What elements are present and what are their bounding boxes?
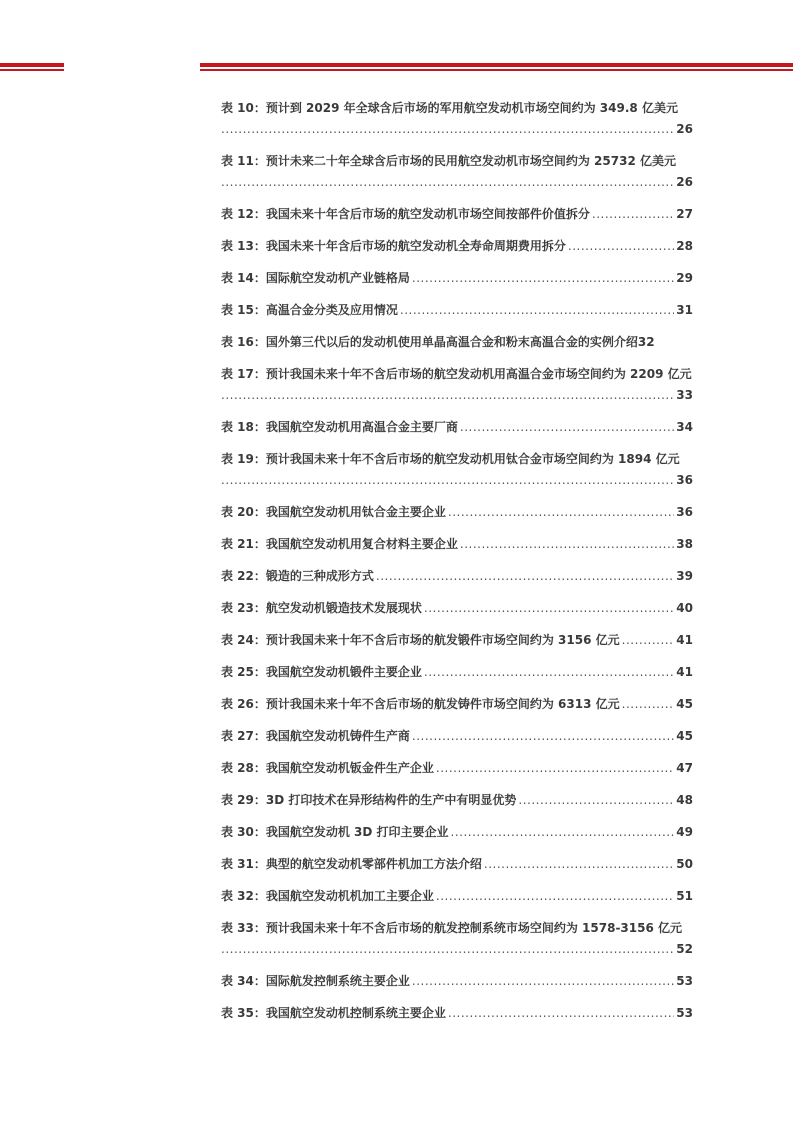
toc-entry[interactable] (221, 1003, 693, 1035)
toc-leader-dots (376, 566, 674, 587)
toc-entry-label: 表 11：预计未来二十年全球含后市场的民用航空发动机市场空间约为 25732 亿美元 (221, 154, 676, 168)
toc-entry[interactable] (221, 694, 693, 726)
toc-entry-label: 表 18：我国航空发动机用高温合金主要厂商 (221, 420, 458, 434)
toc-entry-label: 表 26：预计我国未来十年不含后市场的航发铸件市场空间约为 6313 亿元 (221, 697, 620, 711)
toc-entry[interactable] (221, 758, 693, 790)
toc-entry[interactable] (221, 449, 693, 502)
toc-entry-label: 表 14：国际航空发动机产业链格局 (221, 271, 410, 285)
toc-entry-label: 表 13：我国未来十年含后市场的航空发动机全寿命周期费用拆分 (221, 239, 566, 253)
toc-page-number: 36 (676, 505, 693, 519)
toc-page-number: 52 (676, 942, 693, 956)
toc-page-number: 45 (676, 729, 693, 743)
toc-page-number: 27 (676, 207, 693, 221)
toc-leader-dots (221, 470, 674, 491)
toc-entry[interactable] (221, 364, 693, 417)
toc-leader-dots (622, 694, 675, 715)
toc-entry[interactable] (221, 268, 693, 300)
toc-entry[interactable] (221, 790, 693, 822)
toc-entry-label: 表 32：我国航空发动机机加工主要企业 (221, 889, 434, 903)
toc-leader-dots (460, 417, 674, 438)
toc-page-number: 41 (676, 665, 693, 679)
toc-entry[interactable] (221, 598, 693, 630)
toc-page-number: 48 (676, 793, 693, 807)
toc-page-number: 45 (676, 697, 693, 711)
toc-page-number: 36 (676, 473, 693, 487)
toc-entry[interactable] (221, 822, 693, 854)
toc-entry-label: 表 30：我国航空发动机 3D 打印主要企业 (221, 825, 449, 839)
toc-entry-label: 表 10：预计到 2029 年全球含后市场的军用航空发动机市场空间约为 349.8 亿美元 (221, 101, 678, 115)
toc-entry[interactable] (221, 886, 693, 918)
toc-page-number: 38 (676, 537, 693, 551)
header-rule-left (0, 63, 64, 71)
toc-leader-dots (412, 971, 674, 992)
toc-leader-dots (592, 204, 674, 225)
toc-page-number: 47 (676, 761, 693, 775)
toc-page-number: 28 (676, 239, 693, 253)
toc-entry[interactable] (221, 630, 693, 662)
toc-leader-dots (424, 662, 674, 683)
toc-page-number: 53 (676, 974, 693, 988)
toc-leader-dots (460, 534, 674, 555)
toc-entry[interactable] (221, 236, 693, 268)
toc-page-number: 26 (676, 175, 693, 189)
toc-leader-dots (412, 268, 674, 289)
toc-entry[interactable] (221, 204, 693, 236)
toc-leader-dots (518, 790, 674, 811)
toc-page-number: 51 (676, 889, 693, 903)
toc-page-number: 34 (676, 420, 693, 434)
toc-entry-label: 表 34：国际航发控制系统主要企业 (221, 974, 410, 988)
toc-page-number: 50 (676, 857, 693, 871)
toc-leader-dots (451, 822, 675, 843)
toc-entry[interactable] (221, 726, 693, 758)
toc-entry[interactable] (221, 971, 693, 1003)
toc-leader-dots (622, 630, 675, 651)
toc-entry-label: 表 24：预计我国未来十年不含后市场的航发锻件市场空间约为 3156 亿元 (221, 633, 620, 647)
toc-leader-dots (221, 172, 674, 193)
toc-leader-dots (412, 726, 674, 747)
toc-leader-dots (221, 119, 674, 140)
toc-leader-dots (221, 385, 674, 406)
toc-entry[interactable] (221, 502, 693, 534)
toc-entry-label: 表 31：典型的航空发动机零部件机加工方法介绍 (221, 857, 482, 871)
toc-entry-label: 表 35：我国航空发动机控制系统主要企业 (221, 1006, 446, 1020)
toc-page-number: 40 (676, 601, 693, 615)
toc-page-number: 49 (676, 825, 693, 839)
toc-page-number: 31 (676, 303, 693, 317)
header-rule-right (200, 63, 793, 71)
toc-leader-dots (424, 598, 674, 619)
toc-leader-dots (436, 886, 674, 907)
toc-entry[interactable] (221, 918, 693, 971)
toc-entry-label: 表 19：预计我国未来十年不含后市场的航空发动机用钛合金市场空间约为 1894 亿元 (221, 452, 680, 466)
toc-entry-label: 表 28：我国航空发动机钣金件生产企业 (221, 761, 434, 775)
toc-leader-dots (484, 854, 674, 875)
table-of-contents (221, 98, 693, 1035)
toc-entry-label: 表 17：预计我国未来十年不含后市场的航空发动机用高温合金市场空间约为 2209 亿元 (221, 367, 692, 381)
toc-page-number: 26 (676, 122, 693, 136)
toc-leader-dots (221, 939, 674, 960)
toc-entry[interactable] (221, 662, 693, 694)
toc-entry-label: 表 27：我国航空发动机铸件生产商 (221, 729, 410, 743)
toc-entry[interactable] (221, 300, 693, 332)
toc-entry-label: 表 33：预计我国未来十年不含后市场的航发控制系统市场空间约为 1578-3156 亿元 (221, 921, 683, 935)
toc-entry-label: 表 22：锻造的三种成形方式 (221, 569, 374, 583)
toc-entry[interactable] (221, 417, 693, 449)
toc-leader-dots (400, 300, 674, 321)
toc-leader-dots (436, 758, 674, 779)
toc-leader-dots (448, 502, 674, 523)
toc-page-number: 39 (676, 569, 693, 583)
toc-page-number: 53 (676, 1006, 693, 1020)
toc-entry-label: 表 25：我国航空发动机锻件主要企业 (221, 665, 422, 679)
toc-entry[interactable] (221, 534, 693, 566)
toc-entry-label: 表 20：我国航空发动机用钛合金主要企业 (221, 505, 446, 519)
toc-entry[interactable] (221, 566, 693, 598)
toc-entry-label: 表 23：航空发动机锻造技术发展现状 (221, 601, 422, 615)
toc-page-number: 33 (676, 388, 693, 402)
toc-page-number: 41 (676, 633, 693, 647)
toc-entry-label: 表 15：高温合金分类及应用情况 (221, 303, 398, 317)
toc-entry[interactable] (221, 151, 693, 204)
toc-entry-label: 表 29：3D 打印技术在异形结构件的生产中有明显优势 (221, 793, 517, 807)
toc-entry[interactable] (221, 332, 693, 364)
toc-entry-label: 表 16：国外第三代以后的发动机使用单晶高温合金和粉末高温合金的实例介绍32 (221, 335, 655, 349)
toc-entry-label: 表 12：我国未来十年含后市场的航空发动机市场空间按部件价值拆分 (221, 207, 590, 221)
toc-leader-dots (448, 1003, 674, 1024)
toc-entry-label: 表 21：我国航空发动机用复合材料主要企业 (221, 537, 458, 551)
toc-entry[interactable] (221, 98, 693, 151)
toc-entry[interactable] (221, 854, 693, 886)
toc-leader-dots (568, 236, 674, 257)
toc-page-number: 29 (676, 271, 693, 285)
